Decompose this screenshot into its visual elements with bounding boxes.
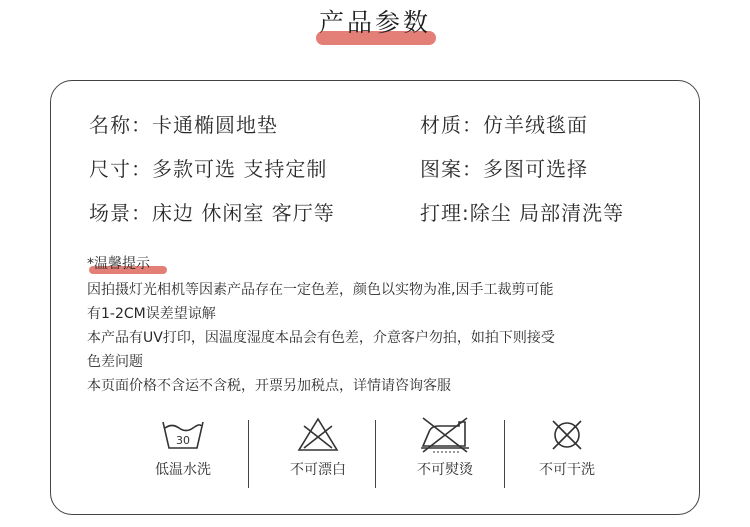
spec-name: 名称：卡通椭圆地垫 bbox=[89, 113, 278, 137]
header bbox=[0, 6, 750, 46]
care-item-wash bbox=[118, 416, 248, 480]
page-title: 产品参数 bbox=[318, 8, 431, 37]
no-dry-clean-icon bbox=[544, 416, 590, 454]
care-label: 低温水洗 bbox=[155, 462, 211, 478]
no-bleach-icon bbox=[295, 416, 341, 454]
care-label: 不可干洗 bbox=[539, 462, 595, 478]
svg-text:30: 30 bbox=[176, 434, 190, 447]
care-item-bleach bbox=[253, 416, 383, 480]
care-label: 不可漂白 bbox=[290, 462, 346, 478]
note-line: 因拍摄灯光相机等因素产品存在一定色差，颜色以实物为准,因手工裁剪可能 bbox=[87, 282, 554, 298]
care-item-dryclean bbox=[502, 416, 632, 480]
note-line: 本页面价格不含运不含税，开票另加税点，详情请咨询客服 bbox=[87, 378, 451, 394]
note-line: 色差问题 bbox=[87, 354, 143, 370]
notes-block bbox=[87, 278, 687, 398]
note-line: 有1-2CM误差望谅解 bbox=[87, 306, 216, 322]
spec-scene: 场景：床边 休闲室 客厅等 bbox=[89, 201, 335, 225]
spec-pattern: 图案：多图可选择 bbox=[420, 157, 588, 181]
no-iron-icon bbox=[419, 416, 471, 454]
divider bbox=[375, 420, 376, 488]
note-title: *温馨提示 bbox=[87, 256, 150, 272]
divider bbox=[248, 420, 249, 488]
spec-material: 材质：仿羊绒毯面 bbox=[420, 113, 588, 137]
care-label: 不可熨烫 bbox=[417, 462, 473, 478]
wash-30-icon bbox=[160, 416, 206, 454]
spec-care: 打理:除尘 局部清洗等 bbox=[420, 201, 625, 225]
spec-size: 尺寸：多款可选 支持定制 bbox=[89, 157, 328, 181]
note-line: 本产品有UV打印，因温度湿度本品会有色差，介意客户勿拍，如拍下则接受 bbox=[87, 330, 555, 346]
care-item-iron bbox=[380, 416, 510, 480]
